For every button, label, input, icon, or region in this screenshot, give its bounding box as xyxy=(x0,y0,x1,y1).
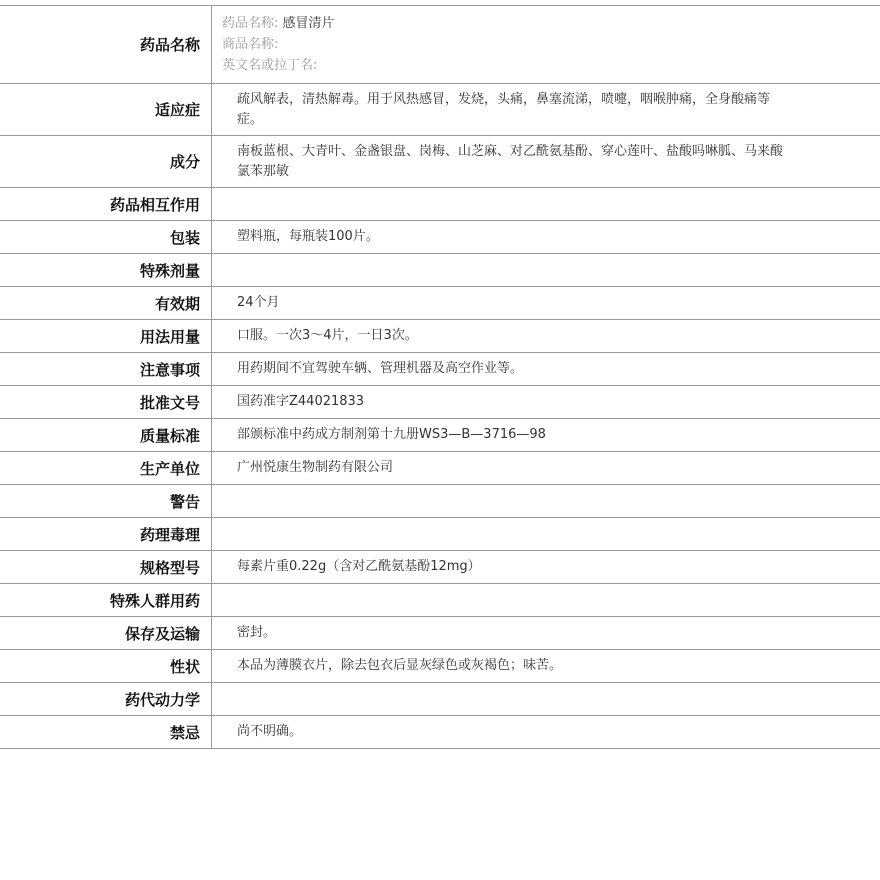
drug-info-table xyxy=(0,5,880,749)
value-pharmacokinetics xyxy=(212,683,880,716)
label-interactions: 药品相互作用 xyxy=(0,188,212,221)
row-drug-name xyxy=(0,6,880,84)
label-drug-name: 药品名称 xyxy=(0,6,212,84)
value-description: 本品为薄膜衣片，除去包衣后显灰绿色或灰褐色；味苦。 xyxy=(212,650,880,683)
label-specification: 规格型号 xyxy=(0,551,212,584)
value-contraindications: 尚不明确。 xyxy=(212,716,880,749)
drug-name-key: 药品名称: xyxy=(222,16,279,31)
row-interactions xyxy=(0,188,880,221)
drug-name-line xyxy=(222,13,880,34)
row-specification xyxy=(0,551,880,584)
drug-name-values xyxy=(212,6,880,84)
value-warning xyxy=(212,485,880,518)
label-description: 性状 xyxy=(0,650,212,683)
value-manufacturer: 广州悦康生物制药有限公司 xyxy=(212,452,880,485)
label-precautions: 注意事项 xyxy=(0,353,212,386)
label-contraindications: 禁忌 xyxy=(0,716,212,749)
label-special-populations: 特殊人群用药 xyxy=(0,584,212,617)
label-indications: 适应症 xyxy=(0,84,212,136)
value-pharmacology xyxy=(212,518,880,551)
value-special-dosage xyxy=(212,254,880,287)
value-quality-standard: 部颁标准中药成方制剂第十九册WS3—B—3716—98 xyxy=(212,419,880,452)
row-storage xyxy=(0,617,880,650)
row-quality-standard xyxy=(0,419,880,452)
row-packaging xyxy=(0,221,880,254)
label-ingredients: 成分 xyxy=(0,136,212,188)
value-interactions xyxy=(212,188,880,221)
label-special-dosage: 特殊剂量 xyxy=(0,254,212,287)
value-storage: 密封。 xyxy=(212,617,880,650)
english-name-key: 英文名或拉丁名: xyxy=(222,58,318,73)
row-indications xyxy=(0,84,880,136)
value-indications: 疏风解表，清热解毒。用于风热感冒，发烧，头痛，鼻塞流涕，喷嚏，咽喉肿痛，全身酸痛等症。 xyxy=(212,84,880,136)
trade-name-line xyxy=(222,34,880,55)
row-special-populations xyxy=(0,584,880,617)
value-approval-number: 国药准字Z44021833 xyxy=(212,386,880,419)
row-contraindications xyxy=(0,716,880,749)
row-precautions xyxy=(0,353,880,386)
label-pharmacokinetics: 药代动力学 xyxy=(0,683,212,716)
label-shelf-life: 有效期 xyxy=(0,287,212,320)
trade-name-key: 商品名称: xyxy=(222,37,279,52)
row-pharmacokinetics xyxy=(0,683,880,716)
row-ingredients xyxy=(0,136,880,188)
label-storage: 保存及运输 xyxy=(0,617,212,650)
english-name-line xyxy=(222,55,880,76)
row-pharmacology xyxy=(0,518,880,551)
value-dosage: 口服。一次3～4片，一日3次。 xyxy=(212,320,880,353)
label-quality-standard: 质量标准 xyxy=(0,419,212,452)
value-special-populations xyxy=(212,584,880,617)
value-precautions: 用药期间不宜驾驶车辆、管理机器及高空作业等。 xyxy=(212,353,880,386)
label-approval-number: 批准文号 xyxy=(0,386,212,419)
row-dosage xyxy=(0,320,880,353)
row-shelf-life xyxy=(0,287,880,320)
label-manufacturer: 生产单位 xyxy=(0,452,212,485)
label-pharmacology: 药理毒理 xyxy=(0,518,212,551)
value-packaging: 塑料瓶，每瓶装100片。 xyxy=(212,221,880,254)
value-specification: 每素片重0.22g（含对乙酰氨基酚12mg） xyxy=(212,551,880,584)
value-shelf-life: 24个月 xyxy=(212,287,880,320)
label-dosage: 用法用量 xyxy=(0,320,212,353)
row-manufacturer xyxy=(0,452,880,485)
row-warning xyxy=(0,485,880,518)
label-packaging: 包装 xyxy=(0,221,212,254)
drug-name-value: 感冒清片 xyxy=(282,16,335,31)
row-description xyxy=(0,650,880,683)
row-approval-number xyxy=(0,386,880,419)
value-ingredients: 南板蓝根、大青叶、金盏银盘、岗梅、山芝麻、对乙酰氨基酚、穿心莲叶、盐酸吗啉胍、马来酸氯苯那敏 xyxy=(212,136,880,188)
drug-info-sheet xyxy=(0,5,880,749)
label-warning: 警告 xyxy=(0,485,212,518)
row-special-dosage xyxy=(0,254,880,287)
